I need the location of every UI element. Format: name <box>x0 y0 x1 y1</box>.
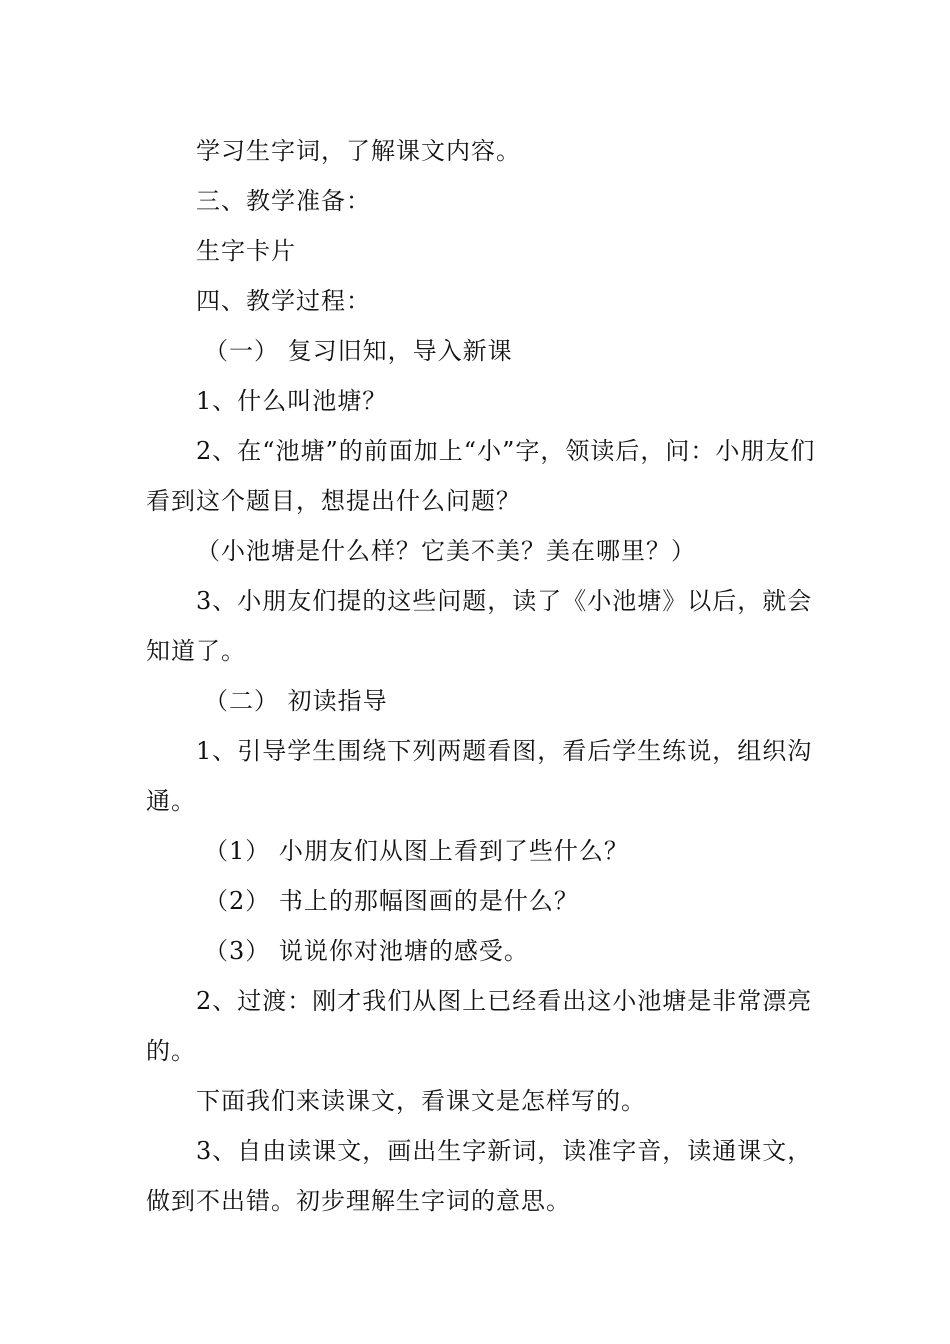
subheading-review: （一） 复习旧知，导入新课 <box>204 337 513 365</box>
list-item-3: （3） 说说你对池塘的感受。 <box>204 937 529 965</box>
paragraph-step-3: 3、小朋友们提的这些问题，读了《小池塘》以后，就会知道了。 <box>146 587 813 665</box>
document-body <box>146 126 826 1226</box>
paragraph-objective: 学习生字词，了解课文内容。 <box>196 137 521 165</box>
paragraph-step-1: 1、什么叫池塘？ <box>196 387 388 415</box>
paragraph-free-reading: 3、自由读课文，画出生字新词，读准字音，读通课文，做到不出错。初步理解生字词的意思。 <box>146 1137 813 1215</box>
paragraph-materials: 生字卡片 <box>196 237 296 265</box>
list-item-2: （2） 书上的那幅图画的是什么？ <box>204 887 579 915</box>
heading-preparation: 三、教学准备： <box>196 187 371 215</box>
paragraph-guide-1: 1、引导学生围绕下列两题看图，看后学生练说，组织沟通。 <box>146 737 813 815</box>
heading-process: 四、教学过程： <box>196 287 371 315</box>
paragraph-questions: （小池塘是什么样？它美不美？美在哪里？） <box>196 537 696 565</box>
subheading-first-reading: （二） 初读指导 <box>204 687 388 715</box>
paragraph-step-2: 2、在“池塘”的前面加上“小”字，领读后，问：小朋友们看到这个题目，想提出什么问题？ <box>146 437 816 515</box>
paragraph-transition: 2、过渡：刚才我们从图上已经看出这小池塘是非常漂亮的。 <box>146 987 813 1065</box>
list-item-1: （1） 小朋友们从图上看到了些什么？ <box>204 837 629 865</box>
paragraph-read-text: 下面我们来读课文，看课文是怎样写的。 <box>196 1087 646 1115</box>
